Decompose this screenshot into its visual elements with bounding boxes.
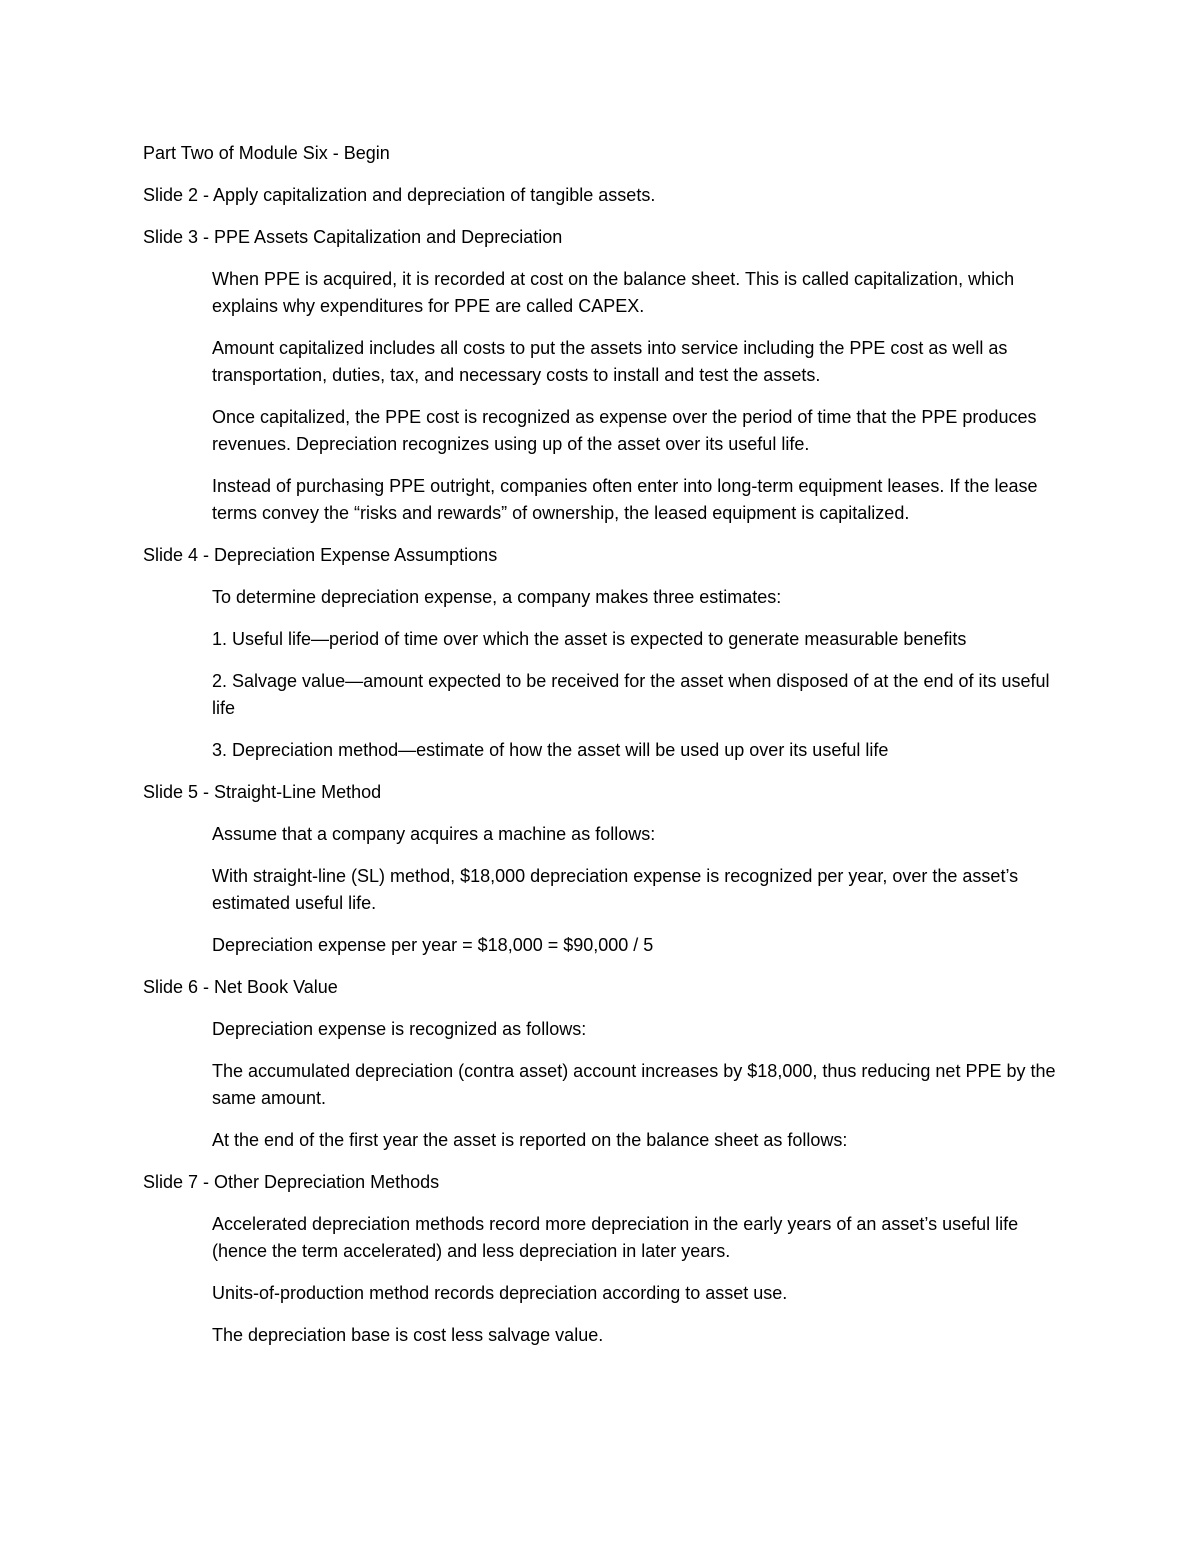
list-item: 3. Depreciation method—estimate of how the asset will be used up over its useful life xyxy=(212,740,889,760)
section-heading-slide-7: Slide 7 - Other Depreciation Methods xyxy=(143,1172,440,1192)
paragraph: To determine depreciation expense, a company makes three estimates: xyxy=(212,587,782,607)
paragraph: With straight-line (SL) method, $18,000 depreciation expense is recognized per year, over the asset’s estimated useful life. xyxy=(212,866,1019,913)
paragraph: The depreciation base is cost less salvage value. xyxy=(212,1325,604,1345)
section-heading-slide-5: Slide 5 - Straight-Line Method xyxy=(143,782,382,802)
section-heading-slide-6: Slide 6 - Net Book Value xyxy=(143,977,338,997)
paragraph: Instead of purchasing PPE outright, companies often enter into long-term equipment leases. If the lease terms convey the “risks and rewards” of ownership, the leased equipment is capitalized. xyxy=(212,476,1038,523)
section-heading-slide-2: Slide 2 - Apply capitalization and depreciation of tangible assets. xyxy=(143,185,656,205)
paragraph: Units-of-production method records depreciation according to asset use. xyxy=(212,1283,788,1303)
paragraph: Once capitalized, the PPE cost is recognized as expense over the period of time that the PPE produces revenues. Depreciation recognizes using up of the asset over its useful life. xyxy=(212,407,1037,454)
paragraph: When PPE is acquired, it is recorded at cost on the balance sheet. This is called capitalization, which explains why expenditures for PPE are called CAPEX. xyxy=(212,269,1015,316)
paragraph: Depreciation expense is recognized as follows: xyxy=(212,1019,587,1039)
paragraph: Amount capitalized includes all costs to put the assets into service including the PPE cost as well as transportation, duties, tax, and necessary costs to install and test the assets. xyxy=(212,338,1008,385)
document-title: Part Two of Module Six - Begin xyxy=(143,143,390,163)
formula-paragraph: Depreciation expense per year = $18,000 = $90,000 / 5 xyxy=(212,935,654,955)
document-body xyxy=(143,140,1063,1364)
list-item: 1. Useful life—period of time over which the asset is expected to generate measurable benefits xyxy=(212,629,967,649)
section-heading-slide-4: Slide 4 - Depreciation Expense Assumptions xyxy=(143,545,498,565)
section-heading-slide-3: Slide 3 - PPE Assets Capitalization and Depreciation xyxy=(143,227,563,247)
paragraph: The accumulated depreciation (contra asset) account increases by $18,000, thus reducing net PPE by the same amount. xyxy=(212,1061,1056,1108)
paragraph: At the end of the first year the asset is reported on the balance sheet as follows: xyxy=(212,1130,848,1150)
list-item: 2. Salvage value—amount expected to be received for the asset when disposed of at the end of its useful life xyxy=(212,671,1050,718)
paragraph: Accelerated depreciation methods record more depreciation in the early years of an asset’s useful life (hence the term accelerated) and less depreciation in later years. xyxy=(212,1214,1019,1261)
paragraph: Assume that a company acquires a machine as follows: xyxy=(212,824,656,844)
